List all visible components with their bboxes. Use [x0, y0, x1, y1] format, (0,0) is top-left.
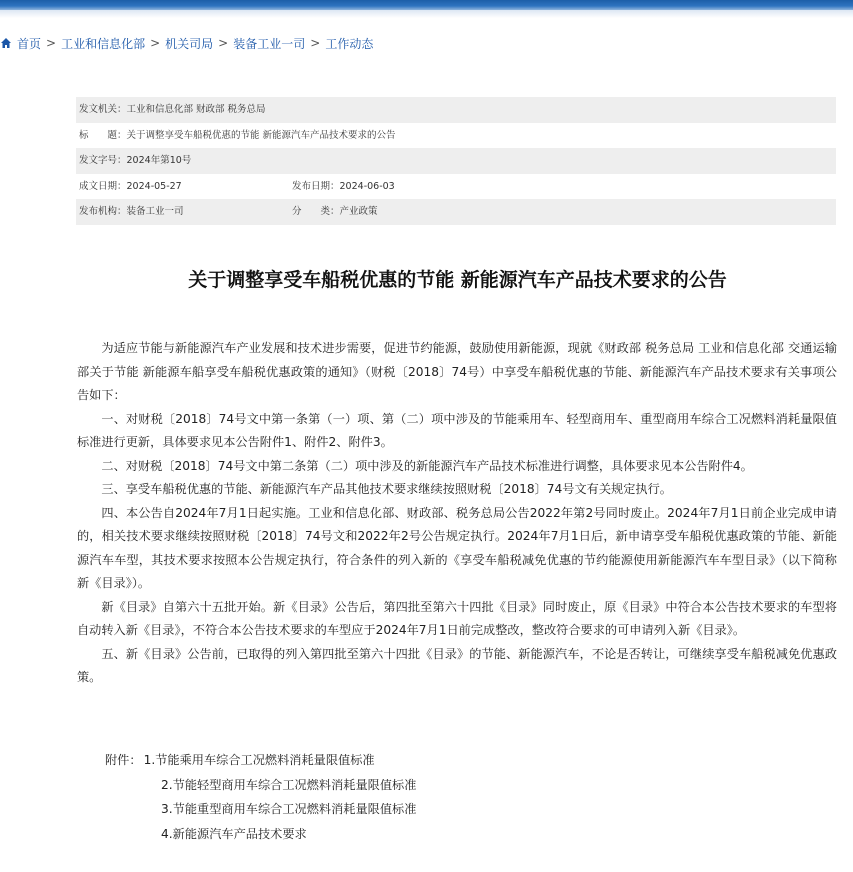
attachment-item — [105, 773, 416, 798]
meta-doc-number-label: 发文字号： — [79, 155, 127, 166]
meta-row-title — [76, 123, 836, 149]
meta-title-label: 标 题： — [79, 129, 127, 141]
article-paragraph: 四、本公告自2024年7月1日起实施。工业和信息化部、财政部、税务总局公告2022年第2号同时废止。2024年7月1日前企业完成申请的，相关技术要求继续按照财税〔2018〕74号文和2022年2号公告规定执行。2024年7月1日后，新申请享受车船税优惠政策的节能、新能源汽车车型，其技术要求按照本公告规定执行，符合条件的列入新的《享受车船税减免优惠的节约能源使用新能源汽车车型目录》（以下简称新《目录》）。 — [77, 505, 837, 590]
attachment-link-2[interactable]: 2.节能轻型商用车综合工况燃料消耗量限值标准 — [161, 777, 417, 792]
breadcrumb-separator: > — [46, 36, 57, 50]
article-paragraph: 一、对财税〔2018〕74号文中第一条第（一）项、第（二）项中涉及的节能乘用车、轻型商用车、重型商用车综合工况燃料消耗量限值标准进行更新，具体要求见本公告附件1、附件2、附件3。 — [77, 411, 837, 449]
article-paragraph: 为适应节能与新能源汽车产业发展和技术进步需要，促进节约能源，鼓励使用新能源，现就《财政部 税务总局 工业和信息化部 交通运输部关于节能 新能源车船享受车船税优惠政策的通知》（财税〔2018〕74号）中享受车船税优惠的节能、新能源汽车产品技术要求有关事项公告如下： — [77, 341, 837, 402]
article-paragraph: 三、享受车船税优惠的节能、新能源汽车产品其他技术要求继续按照财税〔2018〕74号文有关规定执行。 — [101, 482, 672, 496]
article-body — [77, 337, 837, 690]
meta-category-value: 产业政策 — [339, 206, 378, 217]
meta-published-label: 发布日期： — [292, 180, 340, 192]
breadcrumb-news-link[interactable]: 工作动态 — [325, 36, 374, 51]
attachment-item — [105, 748, 416, 773]
attachment-item — [105, 822, 416, 847]
attachments-list — [105, 748, 416, 846]
meta-row-issuer — [76, 97, 836, 123]
meta-title-value: 关于调整享受车船税优惠的节能 新能源汽车产品技术要求的公告 — [126, 129, 396, 141]
meta-published-value: 2024-06-03 — [339, 180, 395, 192]
meta-row-dates — [76, 174, 836, 200]
meta-issuer-label: 发文机关： — [79, 104, 127, 115]
breadcrumb-separator: > — [218, 36, 229, 50]
meta-created-label: 成文日期： — [79, 180, 127, 192]
meta-issuer-value: 工业和信息化部 财政部 税务总局 — [126, 104, 266, 115]
meta-created-value: 2024-05-27 — [126, 180, 182, 192]
attachments-label: 附件： — [105, 753, 142, 767]
home-icon[interactable] — [0, 37, 12, 49]
meta-row-doc-number — [76, 148, 836, 174]
document-meta-table — [76, 97, 836, 225]
meta-agency-value: 装备工业一司 — [126, 206, 184, 217]
article-title: 关于调整享受车船税优惠的节能 新能源汽车产品技术要求的公告 — [188, 268, 727, 291]
meta-doc-number-value: 2024年第10号 — [126, 155, 192, 166]
breadcrumb-equipment-dept-link[interactable]: 装备工业一司 — [233, 36, 306, 51]
article-paragraph: 新《目录》自第六十五批开始。新《目录》公告后，第四批至第六十四批《目录》同时废止，原《目录》中符合本公告技术要求的车型将自动转入新《目录》，不符合本公告技术要求的车型应于2024年7月1日前完成整改，整改符合要求的可申请列入新《目录》。 — [77, 599, 837, 637]
meta-agency-label: 发布机构： — [79, 206, 127, 217]
meta-published-date — [292, 174, 395, 200]
attachment-link-4[interactable]: 4.新能源汽车产品技术要求 — [161, 826, 307, 841]
attachment-item — [105, 797, 416, 822]
breadcrumb — [0, 34, 373, 52]
breadcrumb-separator: > — [310, 36, 321, 50]
meta-category-label: 分 类： — [292, 206, 340, 217]
meta-category — [292, 199, 378, 225]
top-banner-bar — [0, 0, 853, 10]
breadcrumb-departments-link[interactable]: 机关司局 — [165, 36, 214, 51]
article-paragraph: 二、对财税〔2018〕74号文中第二条第（二）项中涉及的新能源汽车产品技术标准进行调整，具体要求见本公告附件4。 — [101, 458, 753, 473]
breadcrumb-separator: > — [150, 36, 161, 50]
breadcrumb-miit-link[interactable]: 工业和信息化部 — [61, 36, 146, 51]
meta-row-agency — [76, 199, 836, 225]
breadcrumb-home-link[interactable]: 首页 — [17, 36, 42, 51]
attachment-link-1[interactable]: 1.节能乘用车综合工况燃料消耗量限值标准 — [143, 753, 375, 767]
top-banner-shadow — [0, 10, 853, 18]
attachment-link-3[interactable]: 3.节能重型商用车综合工况燃料消耗量限值标准 — [161, 802, 417, 817]
article-paragraph: 五、新《目录》公告前，已取得的列入第四批至第六十四批《目录》的节能、新能源汽车，不论是否转让，可继续享受车船税减免优惠政策。 — [77, 646, 837, 684]
